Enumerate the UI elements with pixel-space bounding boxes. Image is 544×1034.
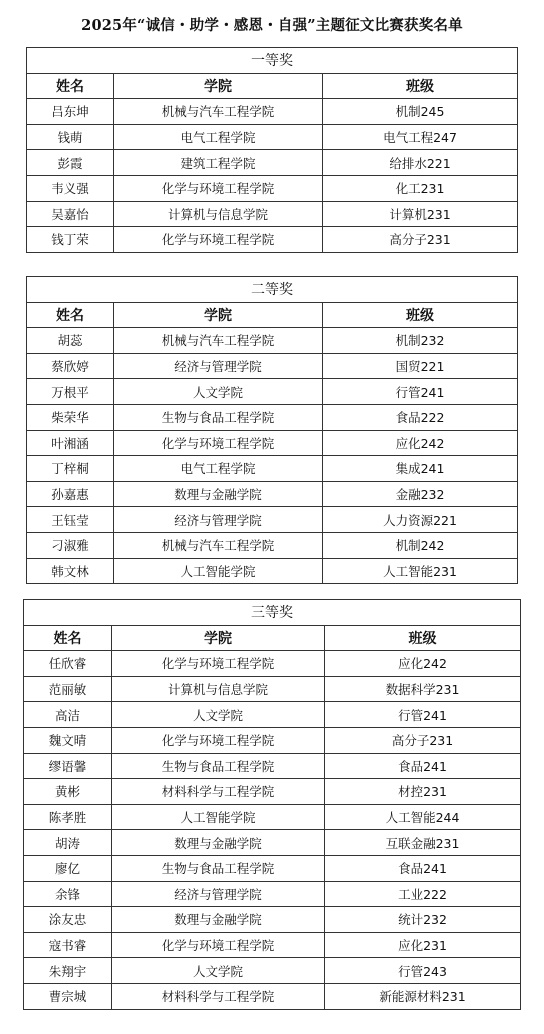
cell-college: 化学与环境工程学院 [112, 651, 325, 677]
cell-name: 涂友忠 [24, 907, 112, 933]
column-header-name: 姓名 [27, 302, 114, 328]
table-row [24, 958, 521, 984]
column-header-college: 学院 [114, 302, 323, 328]
cell-name: 柴荣华 [27, 404, 114, 430]
cell-name: 钱萌 [27, 124, 114, 150]
cell-college: 生物与食品工程学院 [114, 404, 323, 430]
table-row [24, 932, 521, 958]
cell-college: 数理与金融学院 [112, 907, 325, 933]
cell-class: 人工智能244 [325, 804, 521, 830]
cell-name: 寇书睿 [24, 932, 112, 958]
cell-college: 机械与汽车工程学院 [114, 99, 323, 125]
cell-class: 机制242 [323, 532, 518, 558]
table-row [27, 124, 518, 150]
cell-name: 彭霞 [27, 150, 114, 176]
cell-name: 范丽敏 [24, 676, 112, 702]
cell-class: 给排水221 [323, 150, 518, 176]
table-row [27, 456, 518, 482]
table-row [27, 507, 518, 533]
cell-college: 化学与环境工程学院 [114, 430, 323, 456]
cell-class: 化工231 [323, 175, 518, 201]
cell-college: 人文学院 [114, 379, 323, 405]
table-row [27, 379, 518, 405]
cell-college: 生物与食品工程学院 [112, 855, 325, 881]
cell-college: 经济与管理学院 [112, 881, 325, 907]
cell-name: 王钰莹 [27, 507, 114, 533]
cell-class: 新能源材料231 [325, 983, 521, 1009]
cell-college: 机械与汽车工程学院 [114, 532, 323, 558]
column-header-college: 学院 [112, 625, 325, 651]
cell-name: 缪语馨 [24, 753, 112, 779]
cell-class: 国贸221 [323, 353, 518, 379]
column-header-class: 班级 [323, 302, 518, 328]
cell-name: 蔡欣婷 [27, 353, 114, 379]
cell-college: 计算机与信息学院 [114, 201, 323, 227]
cell-name: 胡涛 [24, 830, 112, 856]
cell-name: 刁淑雅 [27, 532, 114, 558]
cell-college: 经济与管理学院 [114, 353, 323, 379]
cell-college: 化学与环境工程学院 [114, 227, 323, 253]
cell-name: 任欣睿 [24, 651, 112, 677]
cell-name: 余锋 [24, 881, 112, 907]
table-row [27, 532, 518, 558]
cell-class: 食品241 [325, 855, 521, 881]
table-row [27, 99, 518, 125]
cell-class: 应化242 [323, 430, 518, 456]
second-prize-table [26, 276, 518, 584]
cell-college: 材料科学与工程学院 [112, 983, 325, 1009]
table-row [27, 175, 518, 201]
cell-class: 电气工程247 [323, 124, 518, 150]
cell-name: 丁梓桐 [27, 456, 114, 482]
cell-class: 应化231 [325, 932, 521, 958]
cell-college: 电气工程学院 [114, 124, 323, 150]
cell-name: 孙嘉惠 [27, 481, 114, 507]
cell-name: 万根平 [27, 379, 114, 405]
table-row [27, 558, 518, 584]
cell-name: 曹宗城 [24, 983, 112, 1009]
cell-name: 叶湘涵 [27, 430, 114, 456]
cell-class: 计算机231 [323, 201, 518, 227]
cell-name: 胡蕊 [27, 328, 114, 354]
award-caption: 一等奖 [27, 48, 518, 74]
table-row [24, 753, 521, 779]
table-row [27, 481, 518, 507]
cell-class: 集成241 [323, 456, 518, 482]
third-prize-table [23, 599, 521, 1010]
cell-college: 生物与食品工程学院 [112, 753, 325, 779]
cell-college: 人文学院 [112, 958, 325, 984]
cell-college: 化学与环境工程学院 [112, 932, 325, 958]
cell-class: 机制245 [323, 99, 518, 125]
cell-name: 韦义强 [27, 175, 114, 201]
table-row [27, 353, 518, 379]
cell-class: 行管243 [325, 958, 521, 984]
table-row [24, 727, 521, 753]
cell-class: 互联金融231 [325, 830, 521, 856]
cell-class: 工业222 [325, 881, 521, 907]
cell-college: 人工智能学院 [112, 804, 325, 830]
cell-class: 食品222 [323, 404, 518, 430]
cell-college: 化学与环境工程学院 [114, 175, 323, 201]
table-row [24, 983, 521, 1009]
cell-class: 数据科学231 [325, 676, 521, 702]
cell-college: 人工智能学院 [114, 558, 323, 584]
cell-class: 应化242 [325, 651, 521, 677]
cell-class: 高分子231 [325, 727, 521, 753]
table-row [27, 328, 518, 354]
cell-name: 陈孝胜 [24, 804, 112, 830]
table-row [24, 881, 521, 907]
cell-name: 钱丁荣 [27, 227, 114, 253]
cell-college: 经济与管理学院 [114, 507, 323, 533]
column-header-name: 姓名 [24, 625, 112, 651]
table-row [27, 404, 518, 430]
cell-name: 韩文林 [27, 558, 114, 584]
cell-name: 朱翔宇 [24, 958, 112, 984]
first-prize-table [26, 47, 518, 253]
table-row [24, 702, 521, 728]
cell-name: 吕东坤 [27, 99, 114, 125]
cell-class: 人工智能231 [323, 558, 518, 584]
table-row [24, 804, 521, 830]
column-header-college: 学院 [114, 73, 323, 99]
cell-class: 高分子231 [323, 227, 518, 253]
cell-name: 吴嘉怡 [27, 201, 114, 227]
table-row [27, 430, 518, 456]
table-row [27, 150, 518, 176]
cell-name: 魏文晴 [24, 727, 112, 753]
table-row [27, 227, 518, 253]
cell-college: 电气工程学院 [114, 456, 323, 482]
cell-class: 材控231 [325, 779, 521, 805]
cell-college: 数理与金融学院 [112, 830, 325, 856]
table-row [27, 201, 518, 227]
table-row [24, 651, 521, 677]
cell-college: 化学与环境工程学院 [112, 727, 325, 753]
cell-college: 数理与金融学院 [114, 481, 323, 507]
cell-class: 机制232 [323, 328, 518, 354]
table-row [24, 779, 521, 805]
table-row [24, 907, 521, 933]
table-row [24, 676, 521, 702]
cell-name: 黄彬 [24, 779, 112, 805]
cell-college: 计算机与信息学院 [112, 676, 325, 702]
cell-college: 人文学院 [112, 702, 325, 728]
cell-college: 机械与汽车工程学院 [114, 328, 323, 354]
cell-class: 人力资源221 [323, 507, 518, 533]
cell-class: 金融232 [323, 481, 518, 507]
award-caption: 二等奖 [27, 277, 518, 303]
cell-class: 行管241 [323, 379, 518, 405]
column-header-class: 班级 [325, 625, 521, 651]
cell-class: 统计232 [325, 907, 521, 933]
cell-name: 廖亿 [24, 855, 112, 881]
page-title: 2025年“诚信・助学・感恩・自强”主题征文比赛获奖名单 [81, 17, 463, 34]
column-header-class: 班级 [323, 73, 518, 99]
cell-college: 建筑工程学院 [114, 150, 323, 176]
table-row [24, 855, 521, 881]
cell-class: 行管241 [325, 702, 521, 728]
award-caption: 三等奖 [24, 600, 521, 626]
cell-college: 材料科学与工程学院 [112, 779, 325, 805]
cell-class: 食品241 [325, 753, 521, 779]
table-row [24, 830, 521, 856]
column-header-name: 姓名 [27, 73, 114, 99]
cell-name: 高洁 [24, 702, 112, 728]
